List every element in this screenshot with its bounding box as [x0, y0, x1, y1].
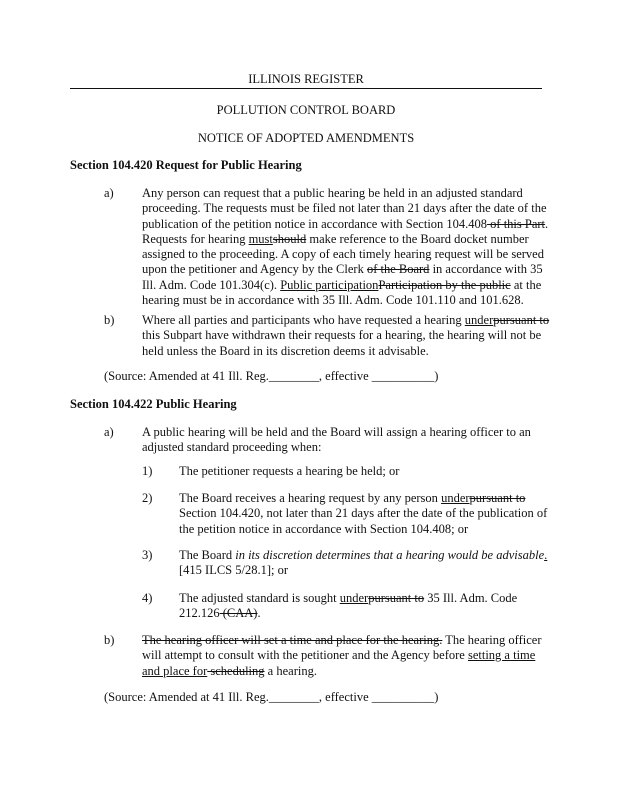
deleted-text: The hearing officer will set a time and place for the hearing.	[142, 633, 443, 647]
item-2-text	[179, 491, 547, 537]
inserted-text: under	[441, 491, 470, 505]
inserted-text: must	[248, 231, 273, 246]
deleted-text: of this Part	[487, 216, 546, 231]
line: The Board in its discretion determines that a hearing would be advisable.	[179, 548, 548, 562]
deleted-text: of the Board	[366, 262, 430, 277]
line: the petition notice in accordance with Section 104.408; or	[179, 521, 469, 536]
s422-source-note: (Source: Amended at 41 Ill. Reg.________, effective __________)	[104, 690, 439, 704]
line: The hearing officer will set a time and place for the hearing. The hearing officer	[142, 633, 542, 647]
quoted-statute-text: in its discretion determines that a hearing would be advisable	[235, 548, 545, 562]
s420-b-label: b)	[104, 313, 115, 327]
board-title: POLLUTION CONTROL BOARD	[216, 103, 396, 117]
item-3-text	[179, 548, 547, 579]
section-422-heading: Section 104.422 Public Hearing	[70, 397, 237, 411]
item-3-number: 3)	[142, 548, 153, 562]
deleted-text: pursuant to	[493, 313, 550, 327]
line: [415 ILCS 5/28.1]; or	[179, 563, 289, 578]
deleted-text: pursuant to	[469, 491, 526, 505]
s422-a-paragraph	[142, 425, 531, 456]
line: Section 104.420, not later than 21 days after the date of the publication of	[179, 506, 548, 521]
s422-a-label: a)	[104, 425, 114, 439]
inserted-text: under	[339, 591, 369, 605]
line: A public hearing will be held and the Board will assign a hearing officer to an	[142, 425, 531, 439]
line: adjusted standard proceeding when:	[142, 440, 322, 455]
line: 212.126 (CAA).	[179, 606, 261, 621]
s422-b-paragraph	[142, 633, 542, 679]
section-420-heading: Section 104.420 Request for Public Hearing	[70, 158, 302, 172]
deleted-text: (CAA)	[219, 606, 258, 621]
item-1-number: 1)	[142, 464, 153, 478]
notice-title: NOTICE OF ADOPTED AMENDMENTS	[197, 131, 415, 145]
item-1-text	[179, 464, 399, 479]
line: hearing must be in accordance with 35 Ill. Adm. Code 101.110 and 101.628.	[142, 293, 524, 308]
line: held unless the Board in its discretion deems it advisable.	[142, 343, 429, 358]
item-4-number: 4)	[142, 591, 153, 605]
item-4-text	[179, 591, 517, 622]
line: proceeding. The requests must be filed not later than 21 days after the date of the	[142, 201, 547, 216]
deleted-text: should	[272, 231, 307, 246]
line: Ill. Adm. Code 101.304(c). Public participationParticipation by the public at the	[142, 277, 542, 292]
line: The petitioner requests a hearing be held; or	[179, 464, 400, 478]
line: upon the petitioner and Agency by the Clerk of the Board in accordance with 35	[142, 262, 543, 277]
inserted-text: setting a time	[467, 648, 536, 663]
s420-a-label: a)	[104, 186, 114, 200]
s420-a-paragraph	[142, 186, 548, 308]
line: assigned to the proceeding. A copy of each timely hearing request will be served	[142, 247, 544, 262]
deleted-text: Participation by the public	[378, 277, 511, 292]
line: Where all parties and participants who have requested a hearing underpursuant to	[142, 313, 550, 327]
header-rule	[70, 88, 542, 89]
s420-b-paragraph	[142, 313, 549, 359]
line: publication of the petition notice in accordance with Section 104.408 of this Part.	[142, 216, 549, 231]
line: this Subpart have withdrawn their requests for a hearing, the hearing will not be	[142, 328, 542, 343]
register-title: ILLINOIS REGISTER	[248, 72, 364, 86]
inserted-text: Public participation	[280, 277, 379, 292]
item-2-number: 2)	[142, 491, 153, 505]
line: and place for scheduling a hearing.	[142, 663, 317, 678]
deleted-text: scheduling	[207, 663, 265, 678]
inserted-text: and place for	[142, 663, 208, 678]
inserted-text: under	[464, 313, 494, 327]
line: The Board receives a hearing request by any person underpursuant to	[179, 491, 526, 505]
s422-b-label: b)	[104, 633, 115, 647]
line: will attempt to consult with the petitioner and the Agency before setting a time	[142, 648, 536, 663]
line: The adjusted standard is sought underpursuant to 35 Ill. Adm. Code	[179, 591, 518, 605]
line: Requests for hearing mustshould make reference to the Board docket number	[142, 231, 529, 246]
line: Any person can request that a public hearing be held in an adjusted standard	[142, 186, 523, 200]
deleted-text: pursuant to	[368, 591, 425, 605]
s420-source-note: (Source: Amended at 41 Ill. Reg.________, effective __________)	[104, 369, 439, 383]
